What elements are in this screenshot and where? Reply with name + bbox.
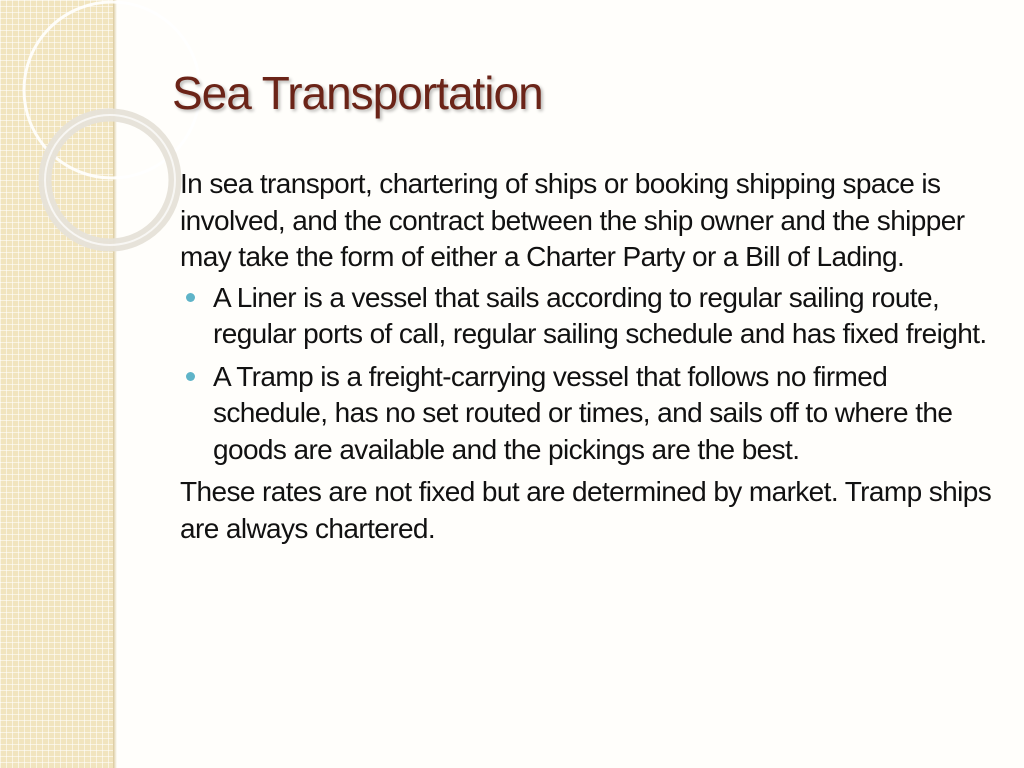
intro-paragraph: In sea transport, chartering of ships or booking shipping space is involved, and the contract between the ship owner and the shipper may take the form of either a Charter Party or a Bill of Lading. (180, 168, 965, 272)
bullet-item-tramp (180, 359, 1000, 469)
bullet-item-liner (180, 280, 1000, 353)
bullet-text-liner: A Liner is a vessel that sails according to regular sailing route, regular ports of call, regular sailing schedule and has fixed freight. (213, 281, 987, 349)
closing-paragraph: These rates are not fixed but are determined by market. Tramp ships are always chartered. (180, 476, 992, 544)
bullet-list (180, 280, 1000, 469)
bullet-text-tramp: A Tramp is a freight-carrying vessel that follows no firmed schedule, has no set routed or times, and sails off to where the goods are available and the pickings are the best. (213, 360, 953, 465)
bullet-dot-icon (186, 372, 195, 381)
slide-title: Sea Transportation (172, 67, 543, 119)
decorative-ring-small-highlight (45, 115, 175, 245)
bullet-dot-icon (186, 293, 195, 302)
decorative-rings (0, 0, 200, 260)
slide-body (180, 166, 1000, 547)
